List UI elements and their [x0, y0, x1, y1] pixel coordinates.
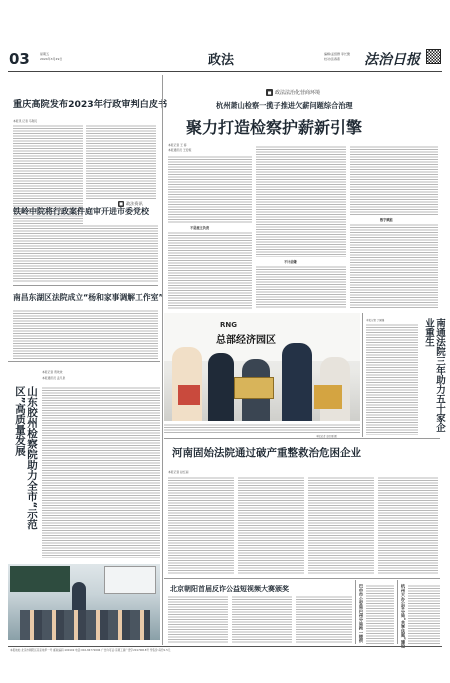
section-title: 政法	[208, 53, 235, 68]
middle-body-col1	[168, 476, 234, 574]
tag-icon: ■	[267, 90, 272, 95]
left-divider-1	[13, 285, 158, 286]
photo-bag	[178, 385, 200, 405]
story1-body-col2	[86, 124, 156, 200]
story3-headline: 南昌东湖区法院成立“杨和家事调解工作室”	[13, 293, 164, 302]
page-number: 03	[9, 50, 30, 68]
footer-rule	[8, 646, 442, 647]
photo-logo: RNG	[220, 321, 237, 329]
photo-credit: 本报记者 赵红丽 摄	[316, 435, 337, 438]
bazhong-headline: 巴中市公安局巴州分局拘一提供	[359, 584, 364, 643]
right-story-body	[366, 323, 418, 435]
middle-body-col3	[308, 476, 374, 574]
hangzhou-body	[408, 584, 440, 644]
news-icon: ■	[119, 201, 123, 206]
bazhong-body	[366, 584, 394, 644]
middle-byline: 本报记者 赵红丽	[168, 470, 189, 474]
story4-byline-b: 本报通讯员 孟凡泉	[42, 376, 66, 380]
photo-person-police-2	[282, 343, 312, 421]
bottom-top-rule	[164, 578, 440, 579]
story4-body	[42, 386, 160, 558]
edition-date-text: 2024年3月29日	[40, 57, 63, 61]
right-story-byline: 本报记者 丁国锋	[366, 319, 385, 322]
photo-figure-2	[20, 610, 150, 640]
qr-code-icon	[426, 49, 441, 64]
middle-top-rule	[164, 438, 440, 439]
lead-body-col1b	[168, 231, 252, 309]
beijing-body-col3	[296, 595, 352, 643]
newspaper-name: 法治日报	[364, 52, 420, 68]
lead-tag-label: 政法法治化营商环境	[275, 90, 321, 96]
middle-headline: 河南固始法院通过破产重整救治危困企业	[172, 447, 361, 459]
lead-body-col2b	[256, 265, 346, 309]
photo-brochure	[234, 377, 274, 399]
footer-text: 本报地址:北京市朝阳区花家地甲一号 邮政编码:100102 电话:010-84772096 广告许可证:京朝工商广登字20170018号 零售价:每份1.5元	[10, 649, 171, 652]
hangzhou-headline: 杭州大办公安分局“共享法庭”建设	[401, 584, 406, 649]
lead-subhead-1: 不是雇主负责	[190, 226, 210, 230]
lead-kicker: 杭州萧山检察一揽子推进欠薪问题综合治理	[216, 101, 353, 110]
story3-body	[13, 309, 158, 359]
story2-body	[13, 224, 158, 282]
story1-byline: 本报讯 记者 马利民	[13, 119, 38, 123]
story2-tag-label: 政法资讯	[126, 201, 143, 206]
story2-headline: 铁岭中院将行政案件庭审开进市委党校	[13, 207, 149, 216]
masthead	[8, 47, 442, 71]
middle-body-col4	[378, 476, 438, 574]
story4-byline-a: 本报记者 贾欢欢	[42, 370, 63, 374]
photo-bag-2	[314, 385, 342, 409]
photo-caption	[164, 423, 360, 433]
left-divider-2	[8, 361, 160, 362]
lead-headline: 聚力打造检察护薪新引擎	[186, 118, 363, 137]
lead-byline-a: 本报记者 王 春	[168, 143, 187, 147]
photo-person-left	[172, 347, 202, 421]
column-divider	[162, 75, 163, 645]
middle-body-col2	[238, 476, 304, 574]
right-divider	[362, 313, 363, 437]
lead-byline-b: 本报通讯员 王宏妮	[168, 148, 192, 152]
photo-person-police-1	[208, 353, 234, 421]
photo-sign: 总部经济园区	[216, 335, 276, 346]
school-photo	[8, 564, 160, 640]
lead-tag	[266, 89, 320, 96]
beijing-body-col2	[232, 595, 292, 643]
lead-subhead-2: 数字赋能	[380, 218, 393, 222]
photo-screen	[104, 566, 156, 594]
lead-photo	[164, 313, 360, 421]
story4-headline: 山东胶州检察院助力全市“示范区”高质量发展	[14, 386, 38, 530]
lead-body-col2	[256, 145, 346, 257]
beijing-body-col1	[168, 595, 228, 643]
bottom-divider-2	[397, 580, 398, 644]
lead-body-col3b	[350, 223, 438, 309]
lead-body-col1	[168, 155, 252, 223]
right-story-headline: 南通法院三年助力五十家企业重生	[423, 318, 445, 432]
bottom-divider-1	[355, 580, 356, 644]
story1-headline: 重庆高院发布2023年行政审判白皮书	[13, 99, 168, 110]
editor-credits	[324, 52, 350, 62]
proofreader-name: 校对/张春燕	[324, 57, 341, 61]
lead-subhead-3: 不计前嫌	[284, 260, 297, 264]
photo-blackboard	[10, 566, 70, 592]
masthead-rule	[8, 71, 442, 72]
editor-names: 编辑/孟绍群 李长聚	[324, 52, 350, 56]
lead-body-col3	[350, 145, 438, 215]
beijing-headline: 北京朝阳首届反诈公益短视频大赛颁奖	[170, 585, 289, 593]
edition-date	[40, 52, 62, 62]
edition-weekday: 星期五	[40, 52, 50, 56]
